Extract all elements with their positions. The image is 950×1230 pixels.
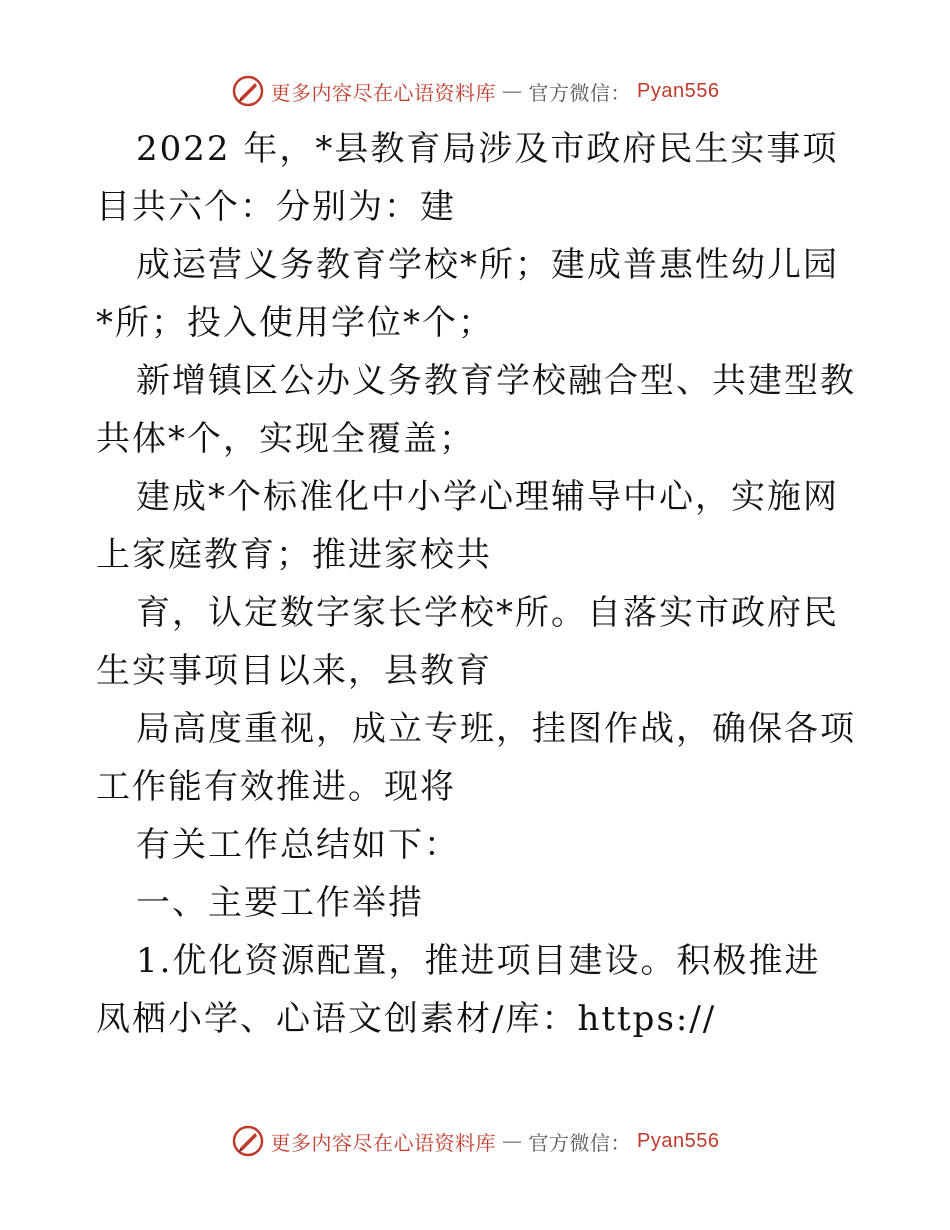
watermark-separator: —: [502, 79, 523, 103]
watermark-label: 官方微信：: [528, 80, 632, 105]
quill-logo-icon: [231, 1124, 265, 1158]
watermark-header: [0, 74, 950, 108]
paragraph: 育，认定数字家长学校*所。自落实市政府民生实事项目以来，县教育: [96, 593, 839, 691]
watermark-brand: 更多内容尽在心语资料库: [270, 80, 497, 105]
watermark-wechat-id: Pyan556: [637, 1129, 720, 1152]
paragraph: 2022 年，*县教育局涉及市政府民生实事项目共六个：分别为：建: [96, 129, 839, 227]
watermark-brand: 更多内容尽在心语资料库: [270, 1130, 497, 1155]
watermark-footer: [0, 1124, 950, 1158]
section-heading: 一、主要工作举措: [136, 883, 424, 923]
watermark-separator: —: [502, 1129, 523, 1153]
paragraph: 成运营义务教育学校*所；建成普惠性幼儿园*所；投入使用学位*个；: [96, 245, 839, 343]
watermark-label: 官方微信：: [528, 1130, 632, 1155]
paragraph: 建成*个标准化中小学心理辅导中心，实施网上家庭教育；推进家校共: [96, 477, 839, 575]
paragraph: 1.优化资源配置，推进项目建设。积极推进凤栖小学、心语文创素材/库：https://: [96, 941, 821, 1039]
watermark-wechat-id: Pyan556: [637, 79, 720, 102]
paragraph: 有关工作总结如下：: [136, 825, 460, 865]
paragraph: 新增镇区公办义务教育学校融合型、共建型教共体*个，实现全覆盖；: [96, 361, 856, 459]
paragraph: 局高度重视，成立专班，挂图作战，确保各项工作能有效推进。现将: [96, 709, 856, 807]
document-body: [96, 120, 856, 1048]
quill-logo-icon: [231, 74, 265, 108]
